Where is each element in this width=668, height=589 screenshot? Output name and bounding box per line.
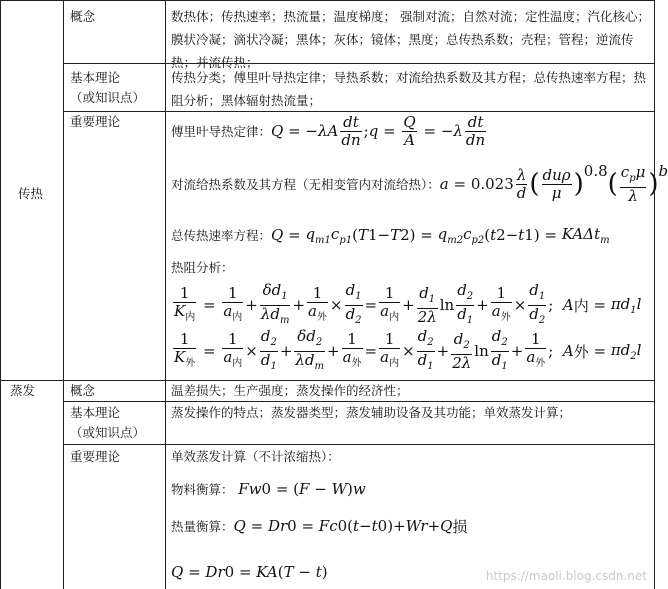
evap-row-label-basic-theory-sub: （或知识点）: [70, 425, 146, 440]
row-label-concept: 概念: [70, 9, 96, 24]
material-balance-equation: 物料衡算： Fw 0 = ( F − W ) w: [171, 480, 366, 498]
watermark: https://maoli.blog.csdn.net: [485, 569, 647, 583]
section-title-heat-transfer: 传热: [18, 186, 44, 201]
evap-row-label-concept: 概念: [70, 383, 96, 398]
concept-content: 数热体；传热速率；热流量；温度梯度； 强制对流；自然对流；定性温度；汽化核心；膜状冷凝；滴状冷凝；黑体；灰体；镜体；黑度；总传热系数；壳程；管程；逆流传热；并流传热；: [171, 9, 650, 70]
section-title-evaporation: 蒸发: [10, 383, 36, 398]
resistance-outer-equation: $\frac{1}{K_外}$ = $\frac{1}{a_内}$ × $\frac{d_2}{d_1}$ + $\frac{\delta d_2}{\lambda d_m}$ + $\frac{1}{a_外}$ = $\frac{1}{a_内}$ × $\frac{d_2}{d_1}$ + $\frac{d_2}{2\lambda}$ ln $\frac{d_2}{d_1}$ + $\frac{1}{a_外}$ ; A 外 = $\pi d_2l$: [174, 326, 642, 372]
resistance-title: 热阻分析：: [171, 260, 234, 275]
material-balance-label: 物料衡算：: [171, 482, 234, 497]
fourier-law-equation: 傅里叶导热定律： Q = − λA $\frac{dt}{dn}$ ; q = $\frac{Q}{A}$ = − λ $\frac{dt}{dn}$: [171, 112, 486, 149]
convection-label: 对流给热系数及其方程（无相变管内对流给热）：: [171, 177, 440, 192]
resistance-inner-equation: $\frac{1}{K_内}$ = $\frac{1}{a_内}$ + $\frac{\delta d_1}{\lambda d_m}$ + $\frac{1}{a_外}$ × $\frac{d_1}{d_2}$ = $\frac{1}{a_内}$ + $\frac{d_1}{2\lambda}$ ln $\frac{d_2}{d_1}$ + $\frac{1}{a_外}$ × $\frac{d_1}{d_2}$ ; A 内 = $\pi d_1l$: [174, 280, 642, 326]
total-rate-equation: 总传热速率方程： Q = $q_{m1}c_{p1}$ ( T 1 − T 2 ) = $q_{m2}c_{p2}$ ( t 2 − t 1 ) = KAΔt$_m$: [171, 224, 610, 246]
basic-theory-content: 传热分类；傅里叶导热定律；导热系数；对流给热系数及其方程；总传热速率方程；热阻分析；黑体辐射热流量；: [171, 70, 647, 108]
row-label-key-theory: 重要理论: [70, 114, 121, 129]
row-label-basic-theory: 基本理论: [70, 70, 121, 85]
evap-concept-content: 温差损失；生产强度；蒸发操作的经济性；: [171, 383, 409, 398]
heat-balance-label: 热量衡算：: [171, 519, 234, 534]
convection-equation: 对流给热系数及其方程（无相变管内对流给热）： a = 0.023 $\frac{\lambda}{d}$ ( $\frac{\text{duρ}}{\mu}$ ) 0.8 ( $\frac{c_p\mu}{\lambda}$ ) b: [171, 162, 668, 205]
row-label-basic-theory-sub: （或知识点）: [70, 90, 146, 105]
fourier-label: 傅里叶导热定律：: [171, 124, 272, 139]
heat-rate-equation: Q = Dr 0 = KA ( T − t ): [171, 563, 328, 581]
evap-row-label-basic-theory: 基本理论: [70, 405, 121, 420]
single-effect-title: 单效蒸发计算（不计浓缩热）：: [171, 449, 340, 464]
total-rate-label: 总传热速率方程：: [171, 228, 272, 243]
evap-row-label-key-theory: 重要理论: [70, 449, 121, 464]
evap-basic-theory-content: 蒸发操作的特点；蒸发器类型；蒸发辅助设备及其功能；单效蒸发计算；: [171, 405, 572, 420]
heat-balance-equation: 热量衡算： Q = Dr 0 = Fc 0 ( t − t 0 )+ Wr + Q 损: [171, 517, 468, 536]
